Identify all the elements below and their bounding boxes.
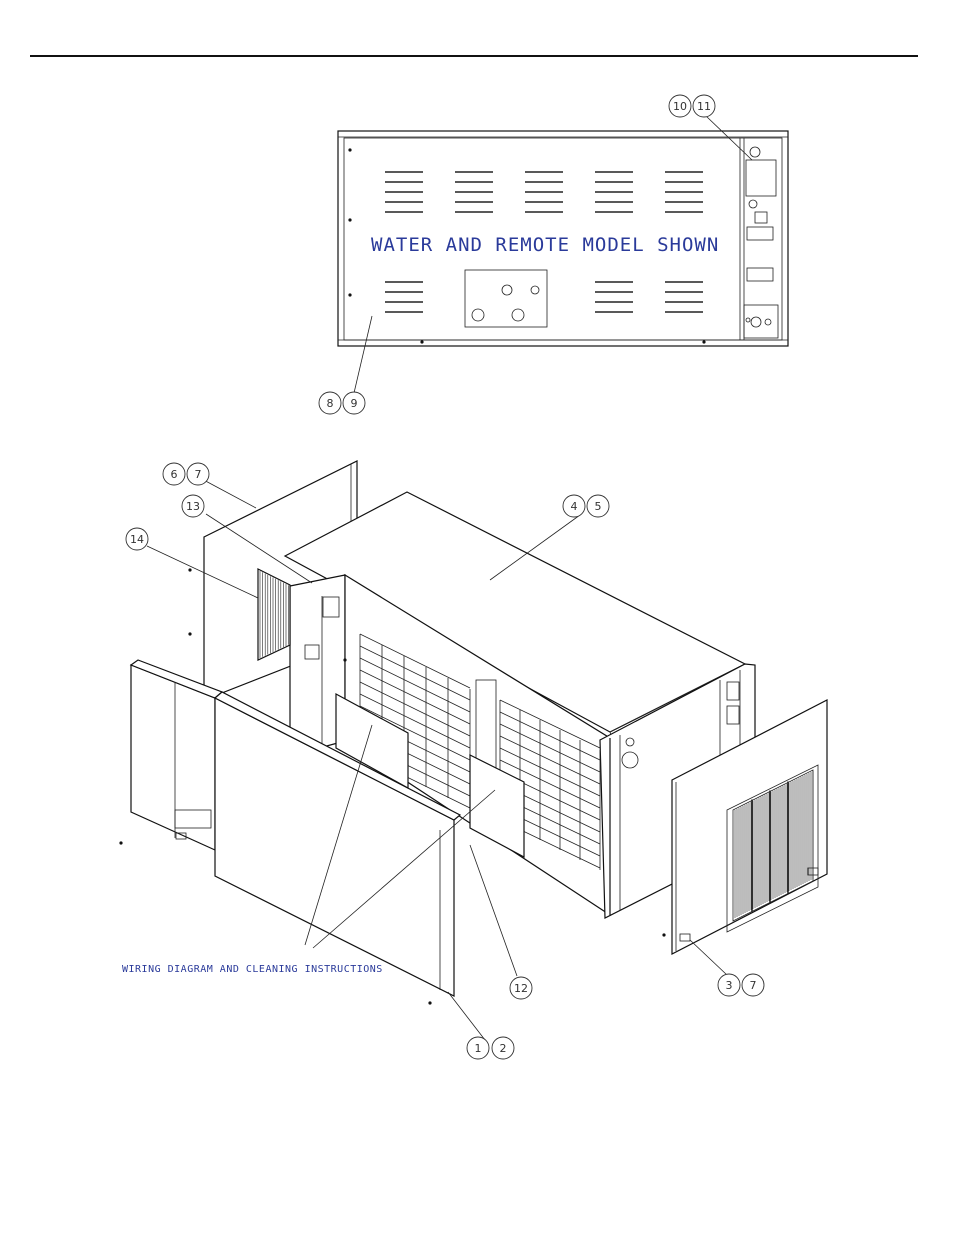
callout-label: 8 (326, 397, 334, 410)
callout-label: 5 (594, 500, 602, 513)
callout-label: 6 (170, 468, 178, 481)
callout-label: 9 (350, 397, 358, 410)
callout-label: 4 (570, 500, 578, 513)
wiring-cleaning-note: WIRING DIAGRAM AND CLEANING INSTRUCTIONS (122, 964, 383, 975)
callout-c13 (182, 495, 204, 517)
callout-label: 14 (130, 533, 144, 546)
callout-c4 (563, 495, 585, 517)
callout-label: 7 (749, 979, 757, 992)
air-filter (258, 569, 290, 660)
callout-label: 11 (697, 100, 711, 113)
callout-c5 (587, 495, 609, 517)
callout-c6 (163, 463, 185, 485)
callout-c12 (510, 977, 532, 999)
callout-c2 (492, 1037, 514, 1059)
callout-c8 (319, 392, 341, 414)
rear-view-caption: WATER AND REMOTE MODEL SHOWN (371, 234, 720, 256)
callout-c9 (343, 392, 365, 414)
callout-c11 (693, 95, 715, 117)
callout-label: 3 (725, 979, 733, 992)
callout-label: 7 (194, 468, 202, 481)
callout-label: 2 (499, 1042, 507, 1055)
callout-label: 13 (186, 500, 200, 513)
callout-c7a (187, 463, 209, 485)
callout-c3 (718, 974, 740, 996)
callout-label: 10 (673, 100, 687, 113)
callout-c1 (467, 1037, 489, 1059)
callout-label: 12 (514, 982, 528, 995)
callout-c7b (742, 974, 764, 996)
callout-label: 1 (474, 1042, 482, 1055)
callout-c10 (669, 95, 691, 117)
callout-c14 (126, 528, 148, 550)
